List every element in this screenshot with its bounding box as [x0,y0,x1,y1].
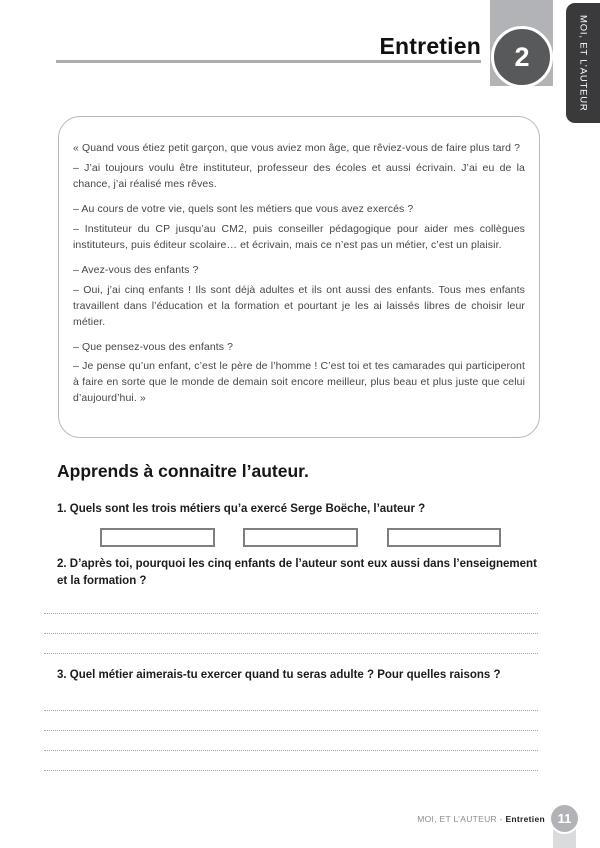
interview-paragraph: – J’ai toujours voulu être instituteur, professeur des écoles et aussi écrivain. J’ai eu de la chance, j’ai réalisé mes rêves. [73,161,525,190]
chapter-number: 2 [514,41,530,72]
title-underline [56,60,481,63]
footer-page-label: Entretien [505,814,545,824]
footer-breadcrumb [417,814,545,824]
interview-paragraph: – Que pensez-vous des enfants ? [73,340,234,353]
answer-line[interactable] [44,730,538,731]
interview-paragraph: – Instituteur du CP jusqu’au CM2, puis conseiller pédagogique pour aider mes collègues instituteurs, puis éditeur scolaire… et écrivain, mais ce n’est pas un métier, c’est un plaisir. [73,222,525,251]
chapter-number-badge [491,26,553,88]
answer-line[interactable] [44,633,538,634]
section-side-tab [566,3,600,123]
answer-line[interactable] [44,750,538,751]
page-number-badge [549,803,580,834]
question-2: 2. D’après toi, pourquoi les cinq enfants de l’auteur sont eux aussi dans l’enseignement et la formation ? [57,558,537,587]
side-tab-label: MOI, ET L’AUTEUR [577,14,589,112]
question-3: 3. Quel métier aimerais-tu exercer quand tu seras adulte ? Pour quelles raisons ? [57,669,501,681]
interview-paragraph: – Avez-vous des enfants ? [73,263,199,276]
page-number: 11 [557,811,572,826]
answer-line[interactable] [44,710,538,711]
answer-box-1[interactable] [100,528,215,547]
section-title: Apprends à connaitre l’auteur. [57,461,309,481]
answer-box-2[interactable] [243,528,358,547]
interview-paragraph: – Je pense qu’un enfant, c’est le père de l’homme ! C’est toi et tes camarades qui participeront à faire en sorte que le monde de demain soit encore meilleur, plus beau et plus juste que celui d’aujourd’hui. » [73,360,525,405]
question-1: 1. Quels sont les trois métiers qu’a exercé Serge Boëche, l’auteur ? [57,503,426,515]
answer-line[interactable] [44,770,538,771]
answer-line[interactable] [44,613,538,614]
answer-box-3[interactable] [387,528,501,547]
answer-line[interactable] [44,653,538,654]
footer-section-label: MOI, ET L’AUTEUR - [417,814,506,824]
page-title: Entretien [379,33,481,59]
interview-paragraph: – Oui, j’ai cinq enfants ! Ils sont déjà adultes et ils ont aussi des enfants. Tous mes enfants travaillent dans l’éducation et la formation et pourtant je les ai laissés libres de choisir leur métier. [73,283,525,328]
interview-paragraph: « Quand vous étiez petit garçon, que vous aviez mon âge, que rêviez-vous de faire plus tard ? [73,142,521,154]
interview-paragraph: – Au cours de votre vie, quels sont les métiers que vous avez exercés ? [73,202,414,215]
interview-text-box [58,116,540,438]
